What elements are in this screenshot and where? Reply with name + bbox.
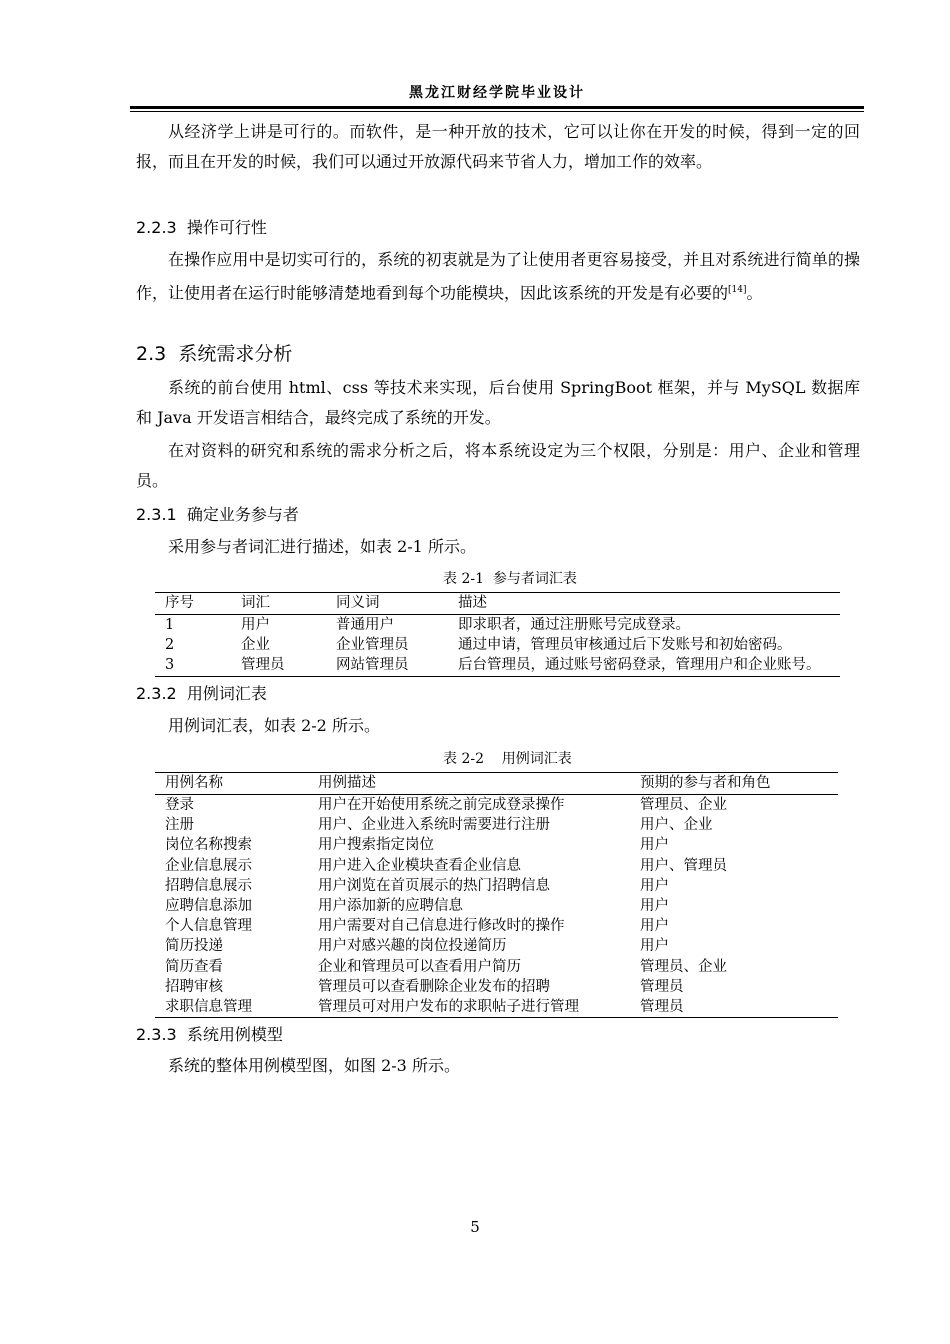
table-cell: 企业信息展示 bbox=[165, 857, 252, 874]
table-cell: 用户 bbox=[640, 837, 669, 854]
table-cell: 管理员 bbox=[640, 978, 684, 995]
table-cell: 应聘信息添加 bbox=[165, 898, 252, 915]
table-cell: 用户、企业进入系统时需要进行注册 bbox=[318, 817, 550, 834]
section-number: 2.3 bbox=[136, 343, 167, 365]
table-cell: 2 bbox=[165, 637, 175, 654]
table-cell: 即求职者，通过注册账号完成登录。 bbox=[458, 617, 690, 634]
table-cell: 岗位名称搜索 bbox=[165, 837, 252, 854]
table-cell: 管理员可对用户发布的求职帖子进行管理 bbox=[308, 997, 630, 1018]
section-number: 2.3.2 bbox=[136, 684, 177, 703]
column-header: 词汇 bbox=[231, 593, 326, 615]
section-number: 2.2.3 bbox=[136, 218, 177, 237]
table-cell: 简历查看 bbox=[165, 958, 223, 975]
citation-marker: [14] bbox=[728, 285, 747, 295]
column-header: 序号 bbox=[155, 593, 231, 615]
paragraph-tech-stack: 系统的前台使用 html、css 等技术来实现，后台使用 SpringBoot 框架，并与 MySQL 数据库和 Java 开发语言相结合，最终完成了系统的开发。 bbox=[136, 378, 860, 427]
table-row bbox=[155, 896, 838, 916]
table-header-row bbox=[155, 593, 840, 615]
table-cell: 简历投递 bbox=[165, 938, 223, 955]
section-heading-2-3 bbox=[136, 340, 292, 368]
table-cell: 网站管理员 bbox=[326, 655, 448, 676]
table-row bbox=[155, 997, 838, 1018]
table-row bbox=[155, 615, 840, 636]
table-cell: 用户需要对自己信息进行修改时的操作 bbox=[318, 918, 565, 935]
table-cell: 用户、管理员 bbox=[640, 857, 727, 874]
table-cell: 企业和管理员可以查看用户简历 bbox=[318, 958, 521, 975]
paragraph-table1-intro: 采用参与者词汇进行描述，如表 2-1 所示。 bbox=[168, 537, 476, 556]
table-row bbox=[155, 916, 838, 936]
table-row bbox=[155, 815, 838, 835]
table-header-row bbox=[155, 773, 838, 795]
table-cell: 登录 bbox=[165, 797, 194, 814]
table-row bbox=[155, 977, 838, 997]
section-heading-2-3-2 bbox=[136, 682, 267, 706]
table-cell: 管理员、企业 bbox=[640, 958, 727, 975]
column-header: 同义词 bbox=[326, 593, 448, 615]
section-title: 操作可行性 bbox=[186, 218, 267, 237]
table-cell: 管理员可以查看删除企业发布的招聘 bbox=[318, 978, 550, 995]
paragraph-tail: 。 bbox=[746, 283, 763, 303]
table-row bbox=[155, 876, 838, 896]
table-cell: 3 bbox=[155, 655, 231, 676]
table-cell: 用户 bbox=[241, 617, 270, 634]
table-cell: 后台管理员，通过账号密码登录，管理用户和企业账号。 bbox=[448, 655, 840, 676]
table-cell: 用户 bbox=[640, 918, 669, 935]
table-cell: 管理员 bbox=[231, 655, 326, 676]
table-row bbox=[155, 795, 838, 816]
table-cell: 求职信息管理 bbox=[155, 997, 308, 1018]
table-cell: 用户、企业 bbox=[640, 817, 713, 834]
table-row bbox=[155, 635, 840, 655]
table-caption-2-2: 表 2-2 用例词汇表 bbox=[443, 751, 572, 767]
section-title: 用例词汇表 bbox=[186, 684, 267, 703]
section-heading-2-3-3 bbox=[136, 1023, 283, 1047]
table-cell: 通过申请，管理员审核通过后下发账号和初始密码。 bbox=[458, 637, 792, 654]
table-cell: 用户 bbox=[640, 877, 669, 894]
column-header: 用例名称 bbox=[155, 773, 308, 795]
section-title: 确定业务参与者 bbox=[186, 505, 299, 524]
paragraph-use-case-model: 系统的整体用例模型图，如图 2-3 所示。 bbox=[168, 1056, 460, 1075]
table-cell: 招聘审核 bbox=[165, 978, 223, 995]
paragraph-text: 在操作应用中是切实可行的，系统的初衷就是为了让使用者更容易接受，并且对系统进行简单的操作，让使用者在运行时能够清楚地看到每个功能模块，因此该系统的开发是有必要的 bbox=[136, 250, 860, 303]
table-cell: 招聘信息展示 bbox=[165, 877, 252, 894]
actor-vocabulary-table bbox=[155, 592, 840, 677]
table-caption-2-1: 表 2-1 参与者词汇表 bbox=[443, 571, 577, 587]
section-number: 2.3.3 bbox=[136, 1025, 177, 1044]
table-row bbox=[155, 655, 840, 676]
table-cell: 用户对感兴趣的岗位投递简历 bbox=[318, 938, 507, 955]
table-cell: 用户在开始使用系统之前完成登录操作 bbox=[318, 797, 565, 814]
header-rule-thick bbox=[130, 106, 864, 109]
page-number: 5 bbox=[470, 1218, 480, 1236]
header-rule-thin bbox=[130, 111, 864, 112]
section-number: 2.3.1 bbox=[136, 505, 177, 524]
paragraph-operational-feasibility bbox=[136, 245, 860, 308]
table-cell: 企业 bbox=[241, 637, 270, 654]
column-header: 描述 bbox=[448, 593, 840, 615]
section-heading-2-2-3 bbox=[136, 216, 267, 240]
use-case-vocabulary-table bbox=[155, 772, 838, 1018]
table-cell: 用户进入企业模块查看企业信息 bbox=[318, 857, 521, 874]
paragraph-table2-intro: 用例词汇表，如表 2-2 所示。 bbox=[168, 716, 380, 735]
table-cell: 管理员、企业 bbox=[640, 797, 727, 814]
table-row bbox=[155, 957, 838, 977]
table-row bbox=[155, 856, 838, 876]
table-cell: 用户 bbox=[640, 938, 669, 955]
table-cell: 用户浏览在首页展示的热门招聘信息 bbox=[318, 877, 550, 894]
column-header: 预期的参与者和角色 bbox=[630, 773, 838, 795]
table-cell: 用户添加新的应聘信息 bbox=[318, 898, 463, 915]
table-cell: 1 bbox=[165, 617, 175, 634]
paragraph-roles: 在对资料的研究和系统的需求分析之后，将本系统设定为三个权限，分别是：用户、企业和管理员。 bbox=[136, 441, 860, 490]
table-cell: 用户搜索指定岗位 bbox=[318, 837, 434, 854]
section-title: 系统用例模型 bbox=[186, 1025, 283, 1044]
section-heading-2-3-1 bbox=[136, 503, 299, 527]
table-row bbox=[155, 835, 838, 855]
column-header: 用例描述 bbox=[308, 773, 630, 795]
table-cell: 用户 bbox=[640, 898, 669, 915]
table-cell: 普通用户 bbox=[336, 617, 394, 634]
table-cell: 个人信息管理 bbox=[165, 918, 252, 935]
table-cell: 企业管理员 bbox=[336, 637, 409, 654]
table-cell: 注册 bbox=[165, 817, 194, 834]
table-row bbox=[155, 936, 838, 956]
section-title: 系统需求分析 bbox=[178, 343, 293, 365]
table-cell: 管理员 bbox=[630, 997, 838, 1018]
paragraph-economic-feasibility: 从经济学上讲是可行的。而软件，是一种开放的技术，它可以让你在开发的时候，得到一定的回报，而且在开发的时候，我们可以通过开放源代码来节省人力，增加工作的效率。 bbox=[136, 122, 860, 171]
running-header: 黑龙江财经学院毕业设计 bbox=[409, 85, 585, 101]
